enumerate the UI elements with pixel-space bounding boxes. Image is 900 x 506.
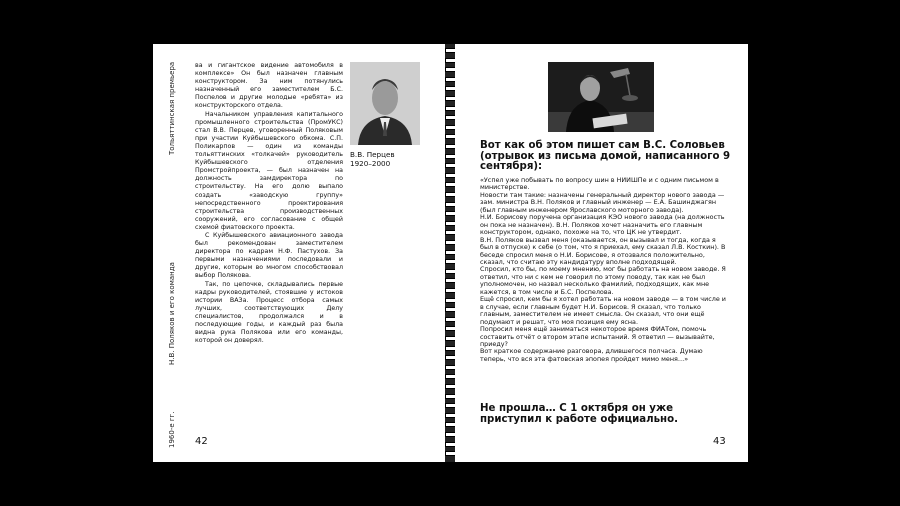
paragraph: ва и гигантское видение автомобиля в комплексе» Он был назначен главным конструктором. За ним потянулись назначенный его заместителем Б.С. Поспелов и другие молодые «ребята» из конструкторского отдела. [195, 62, 343, 110]
portrait-photo [350, 62, 420, 145]
letter-line: Ещё спросил, кем бы я хотел работать на новом заводе — в том числе и в случае, если главным будет Н.И. Борисов. Я сказал, что только главным, заместителем не имеет смысла. Он сказал, что они ещё подумают и решат, что моя позиция ему ясна. [480, 295, 726, 326]
paragraph: Так, по цепочке, складывались первые кадры руководителей, стоявшие у истоков истории ВАЗа. Процесс отбора самых лучших, соответствующих Делу специалистов, продолжался и в последующие годы, и каждый раз была видна рука Полякова или его команды, которой он доверял. [195, 280, 343, 345]
letter-heading [480, 141, 735, 173]
paragraph: С Куйбышевского авиационного завода был рекомендован заместителем директора по кадрам Н.Ф. Пастухов. За первыми назначениями последовали и другие, которым во многом способствовал выбор Полякова. [195, 231, 343, 280]
letter-line: Вот краткое содержание разговора, длившегося полчаса. Думаю теперь, что вся эта фатовская эпопея пройдет мимо меня…» [480, 347, 703, 363]
period-label: 1960-е гг. [168, 411, 176, 448]
closing-statement [480, 404, 730, 425]
closing-text: Не прошла… С 1 октября он уже приступил к работе официально. [480, 403, 678, 425]
caption-years: 1920–2000 [350, 158, 391, 168]
letter-line: «Успел уже побывать по вопросу шин в НИИШПе и с одним письмом в министерстве. [480, 176, 719, 192]
letter-line: Попросил меня ещё заниматься некоторое время ФИАТом, помочь составить отчёт о втором этапе испытаний. Я ответил — вызывайте, приеду? [480, 325, 715, 348]
heading-text: Вот как об этом пишет сам В.С. Соловьев (отрывок из письма домой, написанного 9 сентября): [480, 140, 731, 172]
body-text [195, 62, 343, 345]
chapter-title: Н.В. Поляков и его команда [168, 262, 176, 365]
photo-caption [350, 151, 395, 168]
page-number: 42 [195, 436, 208, 447]
page-number: 43 [713, 436, 726, 447]
portrait-image [350, 62, 420, 145]
caption-name: В.В. Перцев [350, 150, 395, 159]
letter-line: Новости там такие: назначены генеральный директор нового завода — зам. министра В.Н. Поляков и главный инженер — Е.А. Башинджагян (был главным инженером Ярославского моторного завода). [480, 190, 725, 214]
letter-line: Спросил, кто бы, по моему мнению, мог бы работать на новом заводе. Я ответил, что ни с кем не говорил по этому поводу, так как не был уполномочен, но назвал несколько фамилий, подходящих, как мне кажется, в том числе и Б.С. Поспелова. [480, 265, 726, 296]
photo-image [548, 62, 654, 132]
letter-line: Н.И. Борисову поручена организация КЭО нового завода (на должность он пока не назначен). В.Н. Поляков хочет назначить его главным конструктором, однако, похоже на то, что ЦК не утвердит. [480, 213, 725, 237]
soloviev-photo [548, 62, 654, 132]
running-head: Тольяттинская премьера [168, 61, 176, 155]
letter-text [480, 177, 728, 363]
letter-line: В.Н. Поляков вызвал меня (оказывается, он вызывал и тогда, когда я был в отпуске) к себе (о том, что я приехал, ему сказал Л.В. Косткин). В беседе спросил меня о Н.И. Борисове, я отозвался положительно, сказал, что считаю эту кандидатуру вполне подходящей. [480, 235, 726, 266]
paragraph: Начальником управления капитального промышленного строительства (ПромУКС) стал В.В. Перцев, уговоренный Поляковым при участии Куйбышевского обкома. С.П. Поликарпов — один из команды тольяттинских «толкачей» руководитель Куйбышевского отделения Промстройпроекта, — был назначен на должность замдиректора по строительству. На его долю выпало создать «заводскую группу» непосредственного проектирования строительства производственных сооружений, его согласование с общей схемой фиатовского проекта. [195, 110, 343, 231]
